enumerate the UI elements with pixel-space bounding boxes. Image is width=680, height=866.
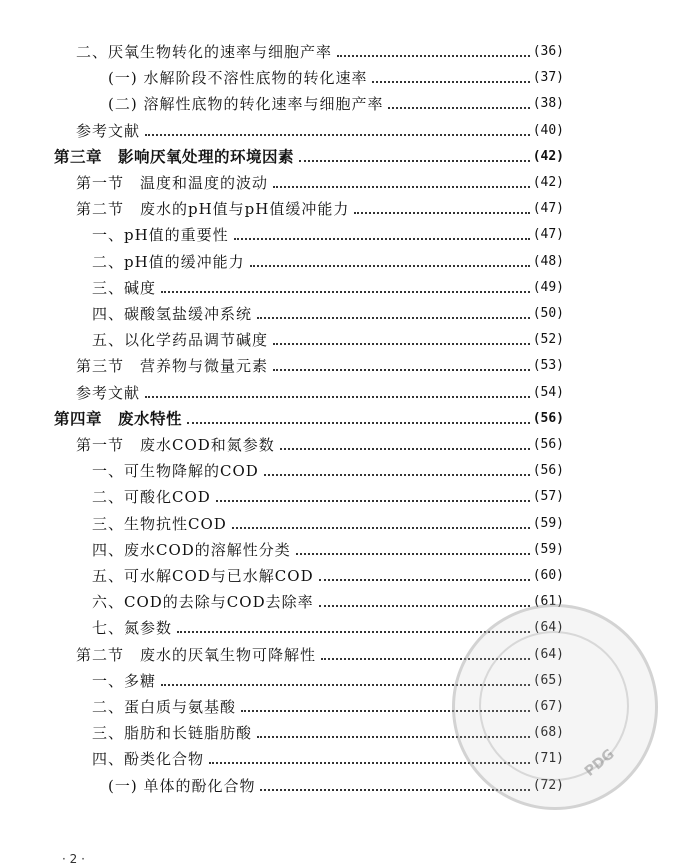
toc-page-number: (60) xyxy=(532,568,564,583)
page-number-footer: · 2 · xyxy=(62,852,85,866)
toc-page-number: (40) xyxy=(532,122,564,138)
toc-section-row xyxy=(76,433,564,455)
toc-page-number: (47) xyxy=(532,201,564,217)
toc-subsection-row xyxy=(92,250,564,272)
toc-entry-title: 六、COD的去除与COD去除率 xyxy=(92,593,314,612)
toc-page-number: (56) xyxy=(532,437,564,452)
dot-leader xyxy=(273,186,530,188)
toc-page-number: (71) xyxy=(532,751,564,767)
toc-entry-title: (二) 溶解性底物的转化速率与细胞产率 xyxy=(108,95,384,114)
dot-leader xyxy=(273,369,530,371)
toc-page-number: (37) xyxy=(532,70,564,86)
toc-page-number: (56) xyxy=(532,463,564,479)
toc-page-number: (42) xyxy=(532,175,564,190)
toc-page-number: (49) xyxy=(532,279,564,295)
toc-subsection-row xyxy=(92,302,564,324)
toc-page-number: (59) xyxy=(532,541,564,557)
toc-entry-title: 一、可生物降解的COD xyxy=(92,462,259,481)
toc-entry-title: 第三章 影响厌氧处理的环境因素 xyxy=(54,146,295,166)
toc-entry-title: 三、脂肪和长链脂肪酸 xyxy=(92,724,253,743)
toc-page-number: (64) xyxy=(532,620,564,636)
toc-entry-title: (一) 单体的酚化合物 xyxy=(108,776,256,795)
dot-leader xyxy=(319,579,530,581)
toc-page-number: (50) xyxy=(532,306,564,321)
dot-leader xyxy=(250,265,530,267)
toc-entry-title: 四、碳酸氢盐缓冲系统 xyxy=(92,305,253,323)
dot-leader xyxy=(260,789,529,791)
toc-entry-title: 四、废水COD的溶解性分类 xyxy=(92,540,291,559)
dot-leader xyxy=(216,500,530,502)
dot-leader xyxy=(257,317,530,319)
watermark-text: PDG xyxy=(581,746,618,780)
toc-subsection-row xyxy=(92,538,564,560)
toc-entry-title: 三、生物抗性COD xyxy=(92,514,227,533)
toc-page-number: (52) xyxy=(532,332,564,348)
toc-entry-title: 二、厌氧生物转化的速率与细胞产率 xyxy=(76,43,333,61)
toc-entry-title: 第二节 废水的pH值与pH值缓冲能力 xyxy=(76,200,350,219)
dot-leader xyxy=(299,160,530,162)
dot-leader xyxy=(337,55,530,57)
toc-section-row xyxy=(76,381,564,403)
toc-entry-title: 一、多糖 xyxy=(92,671,157,690)
toc-entry-title: 三、碱度 xyxy=(92,278,157,297)
dot-leader xyxy=(296,553,530,555)
library-stamp-watermark xyxy=(452,604,658,810)
toc-page-number: (56) xyxy=(532,410,564,426)
toc-entry-title: 第一节 废水COD和氮参数 xyxy=(76,436,275,454)
toc-entry-title: 四、酚类化合物 xyxy=(92,750,205,769)
toc-subsection-row xyxy=(92,485,564,507)
toc-page-number: (53) xyxy=(532,358,564,374)
toc-entry-title: 二、pH值的缓冲能力 xyxy=(92,252,245,271)
dot-leader xyxy=(280,448,530,450)
toc-section-row xyxy=(76,354,564,376)
dot-leader xyxy=(177,631,530,633)
dot-leader xyxy=(161,291,530,293)
toc-entry-title: 第二节 废水的厌氧生物可降解性 xyxy=(76,645,317,664)
toc-entry-title: 五、以化学药品调节碱度 xyxy=(92,331,269,350)
toc-subsection-row xyxy=(92,590,564,612)
dot-leader xyxy=(354,212,529,214)
toc-chapter-row xyxy=(54,407,564,429)
toc-subsection-row xyxy=(92,223,564,245)
toc-page-number: (59) xyxy=(532,515,564,531)
toc-entry-title: 第四章 废水特性 xyxy=(54,408,183,428)
dot-leader xyxy=(232,527,530,529)
toc-entry-title: 第一节 温度和温度的波动 xyxy=(76,174,269,192)
toc-page-number: (64) xyxy=(532,646,564,662)
toc-page-number: (42) xyxy=(532,148,564,164)
toc-subsection-row xyxy=(92,512,564,534)
toc-entry-title: 参考文献 xyxy=(76,121,141,140)
toc-section-row xyxy=(76,197,564,219)
toc-page-number: (67) xyxy=(532,699,564,714)
dot-leader xyxy=(145,396,530,398)
toc-section-row xyxy=(76,119,564,141)
dot-leader xyxy=(264,474,530,476)
toc-page-number: (65) xyxy=(532,672,564,688)
toc-subsection-row xyxy=(92,564,564,586)
toc-page-number: (68) xyxy=(532,725,564,741)
toc-entry-title: 一、pH值的重要性 xyxy=(92,226,229,245)
toc-subsection-row xyxy=(92,276,564,298)
dot-leader xyxy=(273,343,530,345)
toc-page-number: (48) xyxy=(532,253,564,269)
toc-subsection-row xyxy=(108,66,564,88)
toc-entry-title: (一) 水解阶段不溶性底物的转化速率 xyxy=(108,69,368,88)
toc-page-number: (72) xyxy=(532,777,564,793)
dot-leader xyxy=(319,605,530,607)
dot-leader xyxy=(372,81,529,83)
toc-entry-title: 五、可水解COD与已水解COD xyxy=(92,567,314,585)
toc-section-row xyxy=(76,171,564,193)
toc-entry-title: 二、可酸化COD xyxy=(92,488,211,507)
dot-leader xyxy=(234,238,530,240)
toc-subsection-row xyxy=(108,92,564,114)
toc-page-number: (61) xyxy=(532,594,564,610)
toc-page-number: (36) xyxy=(532,44,564,59)
toc-page-number: (54) xyxy=(532,384,564,400)
toc-chapter-row xyxy=(54,145,564,167)
toc-page-number: (38) xyxy=(532,96,564,112)
dot-leader xyxy=(187,422,530,424)
toc-entry-title: 七、氮参数 xyxy=(92,619,173,638)
toc-page-number: (47) xyxy=(532,227,564,243)
toc-section-row xyxy=(76,40,564,62)
toc-subsection-row xyxy=(92,459,564,481)
toc-entry-title: 二、蛋白质与氨基酸 xyxy=(92,698,237,716)
dot-leader xyxy=(388,107,529,109)
toc-page-number: (57) xyxy=(532,489,564,505)
toc-entry-title: 参考文献 xyxy=(76,383,141,402)
toc-subsection-row xyxy=(92,328,564,350)
toc-entry-title: 第三节 营养物与微量元素 xyxy=(76,357,269,376)
dot-leader xyxy=(145,134,530,136)
